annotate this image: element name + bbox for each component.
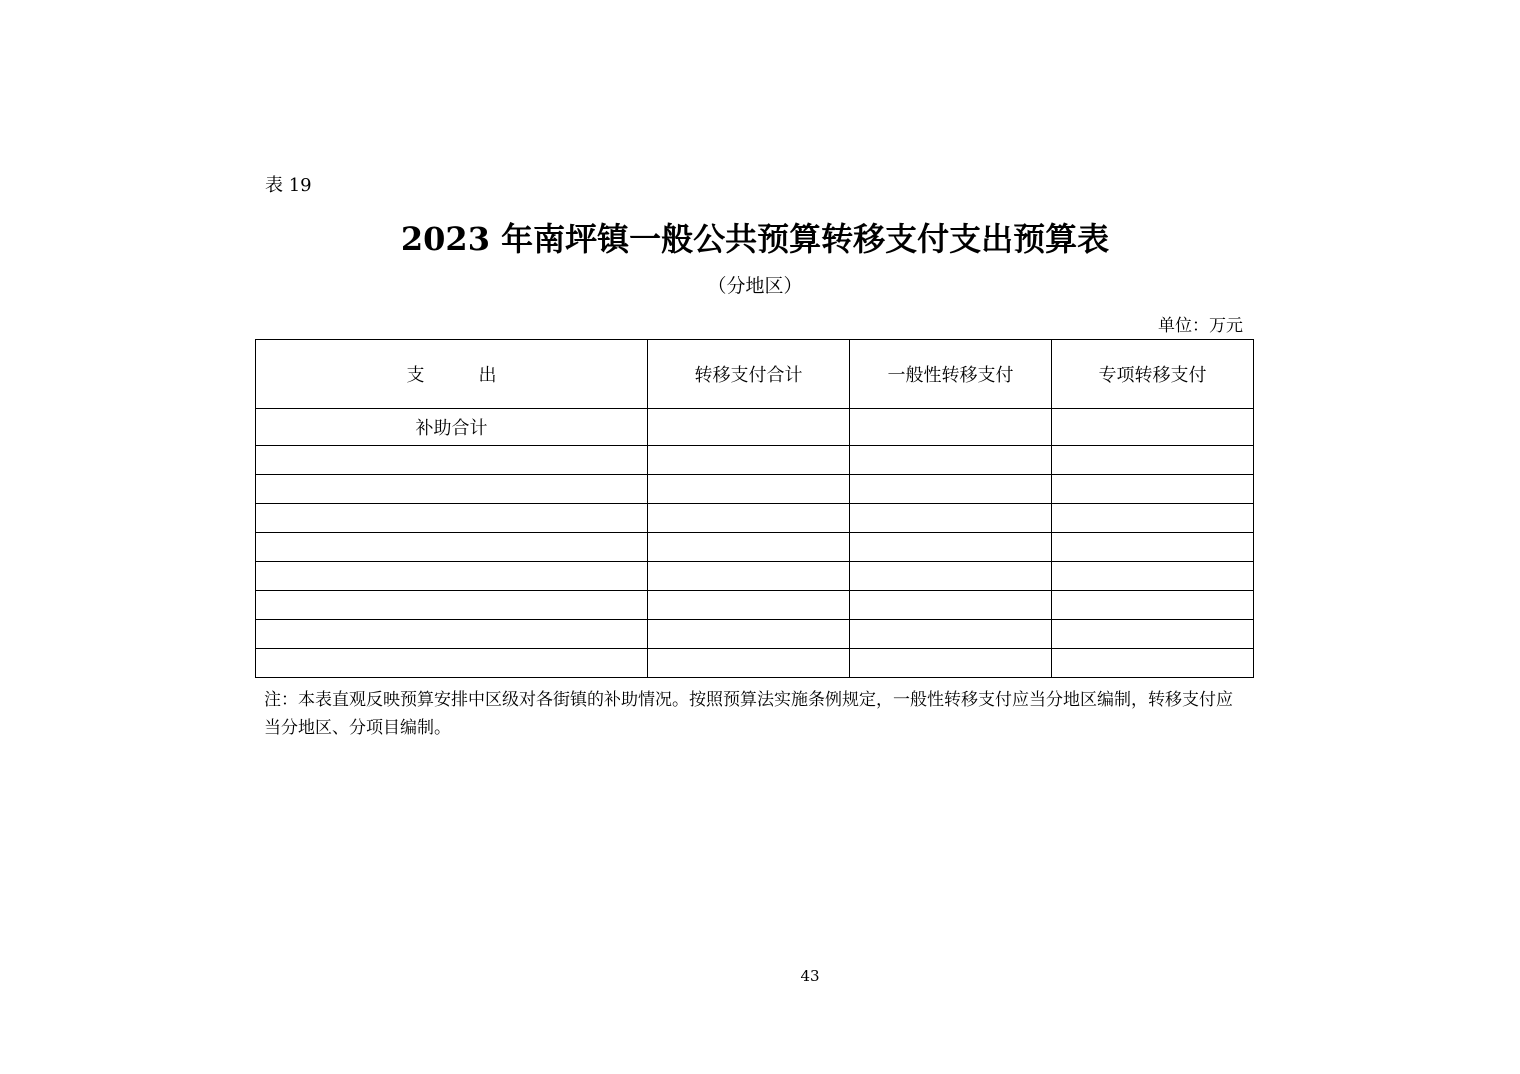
table-cell (850, 620, 1052, 649)
table-header-row (256, 340, 1254, 409)
table-cell: 补助合计 (256, 409, 648, 446)
table-cell (1052, 446, 1254, 475)
table-cell (256, 504, 648, 533)
table-cell (648, 591, 850, 620)
budget-table (255, 339, 1254, 678)
table-cell (850, 533, 1052, 562)
table-cell (256, 591, 648, 620)
table-cell (256, 620, 648, 649)
table-cell (1052, 562, 1254, 591)
table-cell (850, 409, 1052, 446)
table-cell (1052, 533, 1254, 562)
header-general-transfer: 一般性转移支付 (850, 340, 1052, 409)
table-row (256, 620, 1254, 649)
table-cell (850, 504, 1052, 533)
table-cell (850, 475, 1052, 504)
table-cell (1052, 475, 1254, 504)
header-expenditure: 支 出 (256, 340, 648, 409)
table-cell (1052, 591, 1254, 620)
table-cell (256, 446, 648, 475)
table-cell (256, 475, 648, 504)
table-cell (1052, 649, 1254, 678)
table-note: 注：本表直观反映预算安排中区级对各街镇的补助情况。按照预算法实施条例规定，一般性转移支付应当分地区编制，转移支付应当分地区、分项目编制。 (264, 690, 1233, 738)
table-cell (648, 649, 850, 678)
table-cell (1052, 409, 1254, 446)
page-title: 2023 年南坪镇一般公共预算转移支付支出预算表 (400, 220, 1110, 258)
table-cell (648, 446, 850, 475)
table-cell (850, 562, 1052, 591)
table-row (256, 475, 1254, 504)
table-cell (850, 649, 1052, 678)
table-row (256, 591, 1254, 620)
table-number: 表 19 (265, 175, 312, 196)
table-cell (648, 620, 850, 649)
table-cell (648, 475, 850, 504)
table-cell (648, 504, 850, 533)
table-row (256, 533, 1254, 562)
table-cell (1052, 620, 1254, 649)
page-subtitle: （分地区） (707, 275, 803, 297)
table-cell (850, 591, 1052, 620)
header-transfer-total: 转移支付合计 (648, 340, 850, 409)
table-row (256, 504, 1254, 533)
table-cell (256, 562, 648, 591)
table-cell (256, 533, 648, 562)
header-special-transfer: 专项转移支付 (1052, 340, 1254, 409)
table-row (256, 446, 1254, 475)
table-cell (648, 562, 850, 591)
table-cell (256, 649, 648, 678)
table-cell (850, 446, 1052, 475)
table-cell (648, 409, 850, 446)
page-number: 43 (800, 967, 820, 985)
table-row (256, 409, 1254, 446)
unit-label: 单位：万元 (1158, 316, 1243, 336)
table-row (256, 649, 1254, 678)
table-cell (1052, 504, 1254, 533)
table-cell (648, 533, 850, 562)
table-row (256, 562, 1254, 591)
